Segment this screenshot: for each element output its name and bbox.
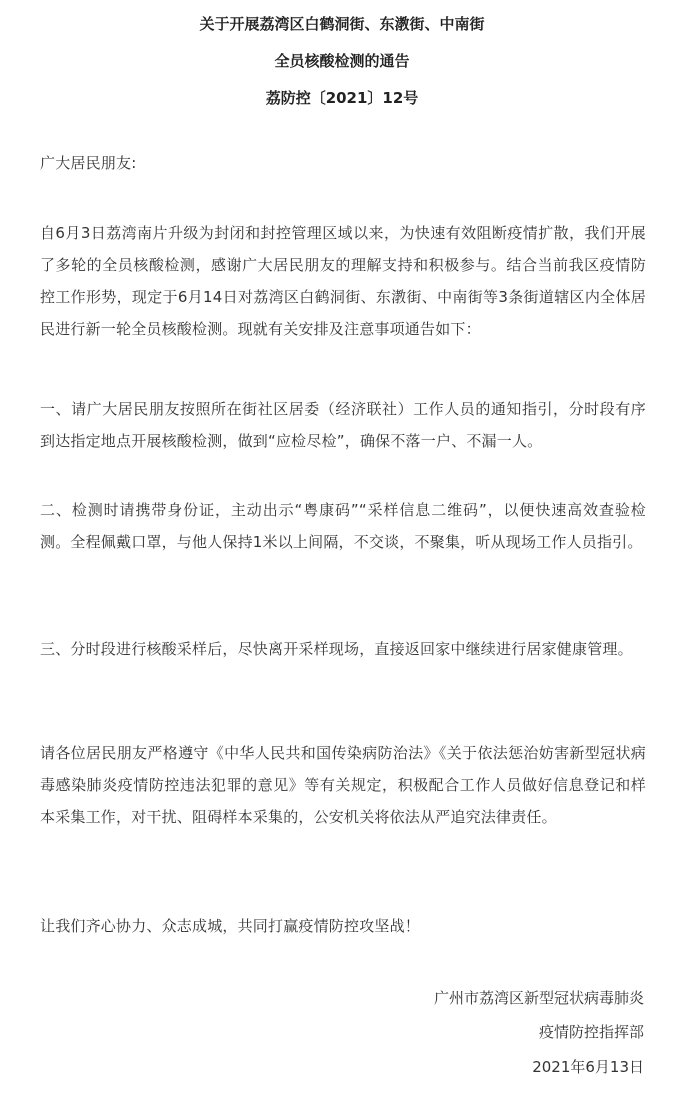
notice-title-line-2: 全员核酸检测的通告 bbox=[274, 52, 410, 70]
item-two-paragraph: 二、检测时请携带身份证，主动出示“粤康码”“采样信息二维码”，以便快速高效查验检测。全程佩戴口罩，与他人保持1米以上间隔，不交谈，不聚集，听从现场工作人员指引。 bbox=[40, 501, 646, 551]
item-three-paragraph: 三、分时段进行核酸采样后，尽快离开采样现场，直接返回家中继续进行居家健康管理。 bbox=[40, 640, 633, 658]
closing-paragraph: 让我们齐心协力、众志成城，共同打赢疫情防控攻坚战！ bbox=[40, 917, 421, 935]
item-one-paragraph: 一、请广大居民朋友按照所在街社区居委（经济联社）工作人员的通知指引，分时段有序到达指定地点开展核酸检测，做到“应检尽检”，确保不落一户、不漏一人。 bbox=[40, 400, 646, 450]
issuer-line-2: 疫情防控指挥部 bbox=[538, 1023, 644, 1041]
notice-title-line-1: 关于开展荔湾区白鹤洞街、东漖街、中南街 bbox=[199, 15, 485, 33]
legal-warning-paragraph: 请各位居民朋友严格遵守《中华人民共和国传染病防治法》《关于依法惩治妨害新型冠状病毒感染肺炎疫情防控违法犯罪的意见》等有关规定，积极配合工作人员做好信息登记和样本采集工作，对干扰、阻碍样本采集的，公安机关将依法从严追究法律责任。 bbox=[40, 744, 646, 826]
document-number: 荔防控〔2021〕12号 bbox=[265, 89, 419, 107]
salutation: 广大居民朋友: bbox=[40, 154, 137, 172]
issue-date: 2021年6月13日 bbox=[532, 1058, 644, 1076]
intro-paragraph: 自6月3日荔湾南片升级为封闭和封控管理区域以来，为快速有效阻断疫情扩散，我们开展了多轮的全员核酸检测，感谢广大居民朋友的理解支持和积极参与。结合当前我区疫情防控工作形势，现定于6月14日对荔湾区白鹤洞街、东漖街、中南街等3条街道辖区内全体居民进行新一轮全员核酸检测。现就有关安排及注意事项通告如下： bbox=[40, 224, 646, 338]
issuer-line-1: 广州市荔湾区新型冠状病毒肺炎 bbox=[433, 989, 644, 1007]
